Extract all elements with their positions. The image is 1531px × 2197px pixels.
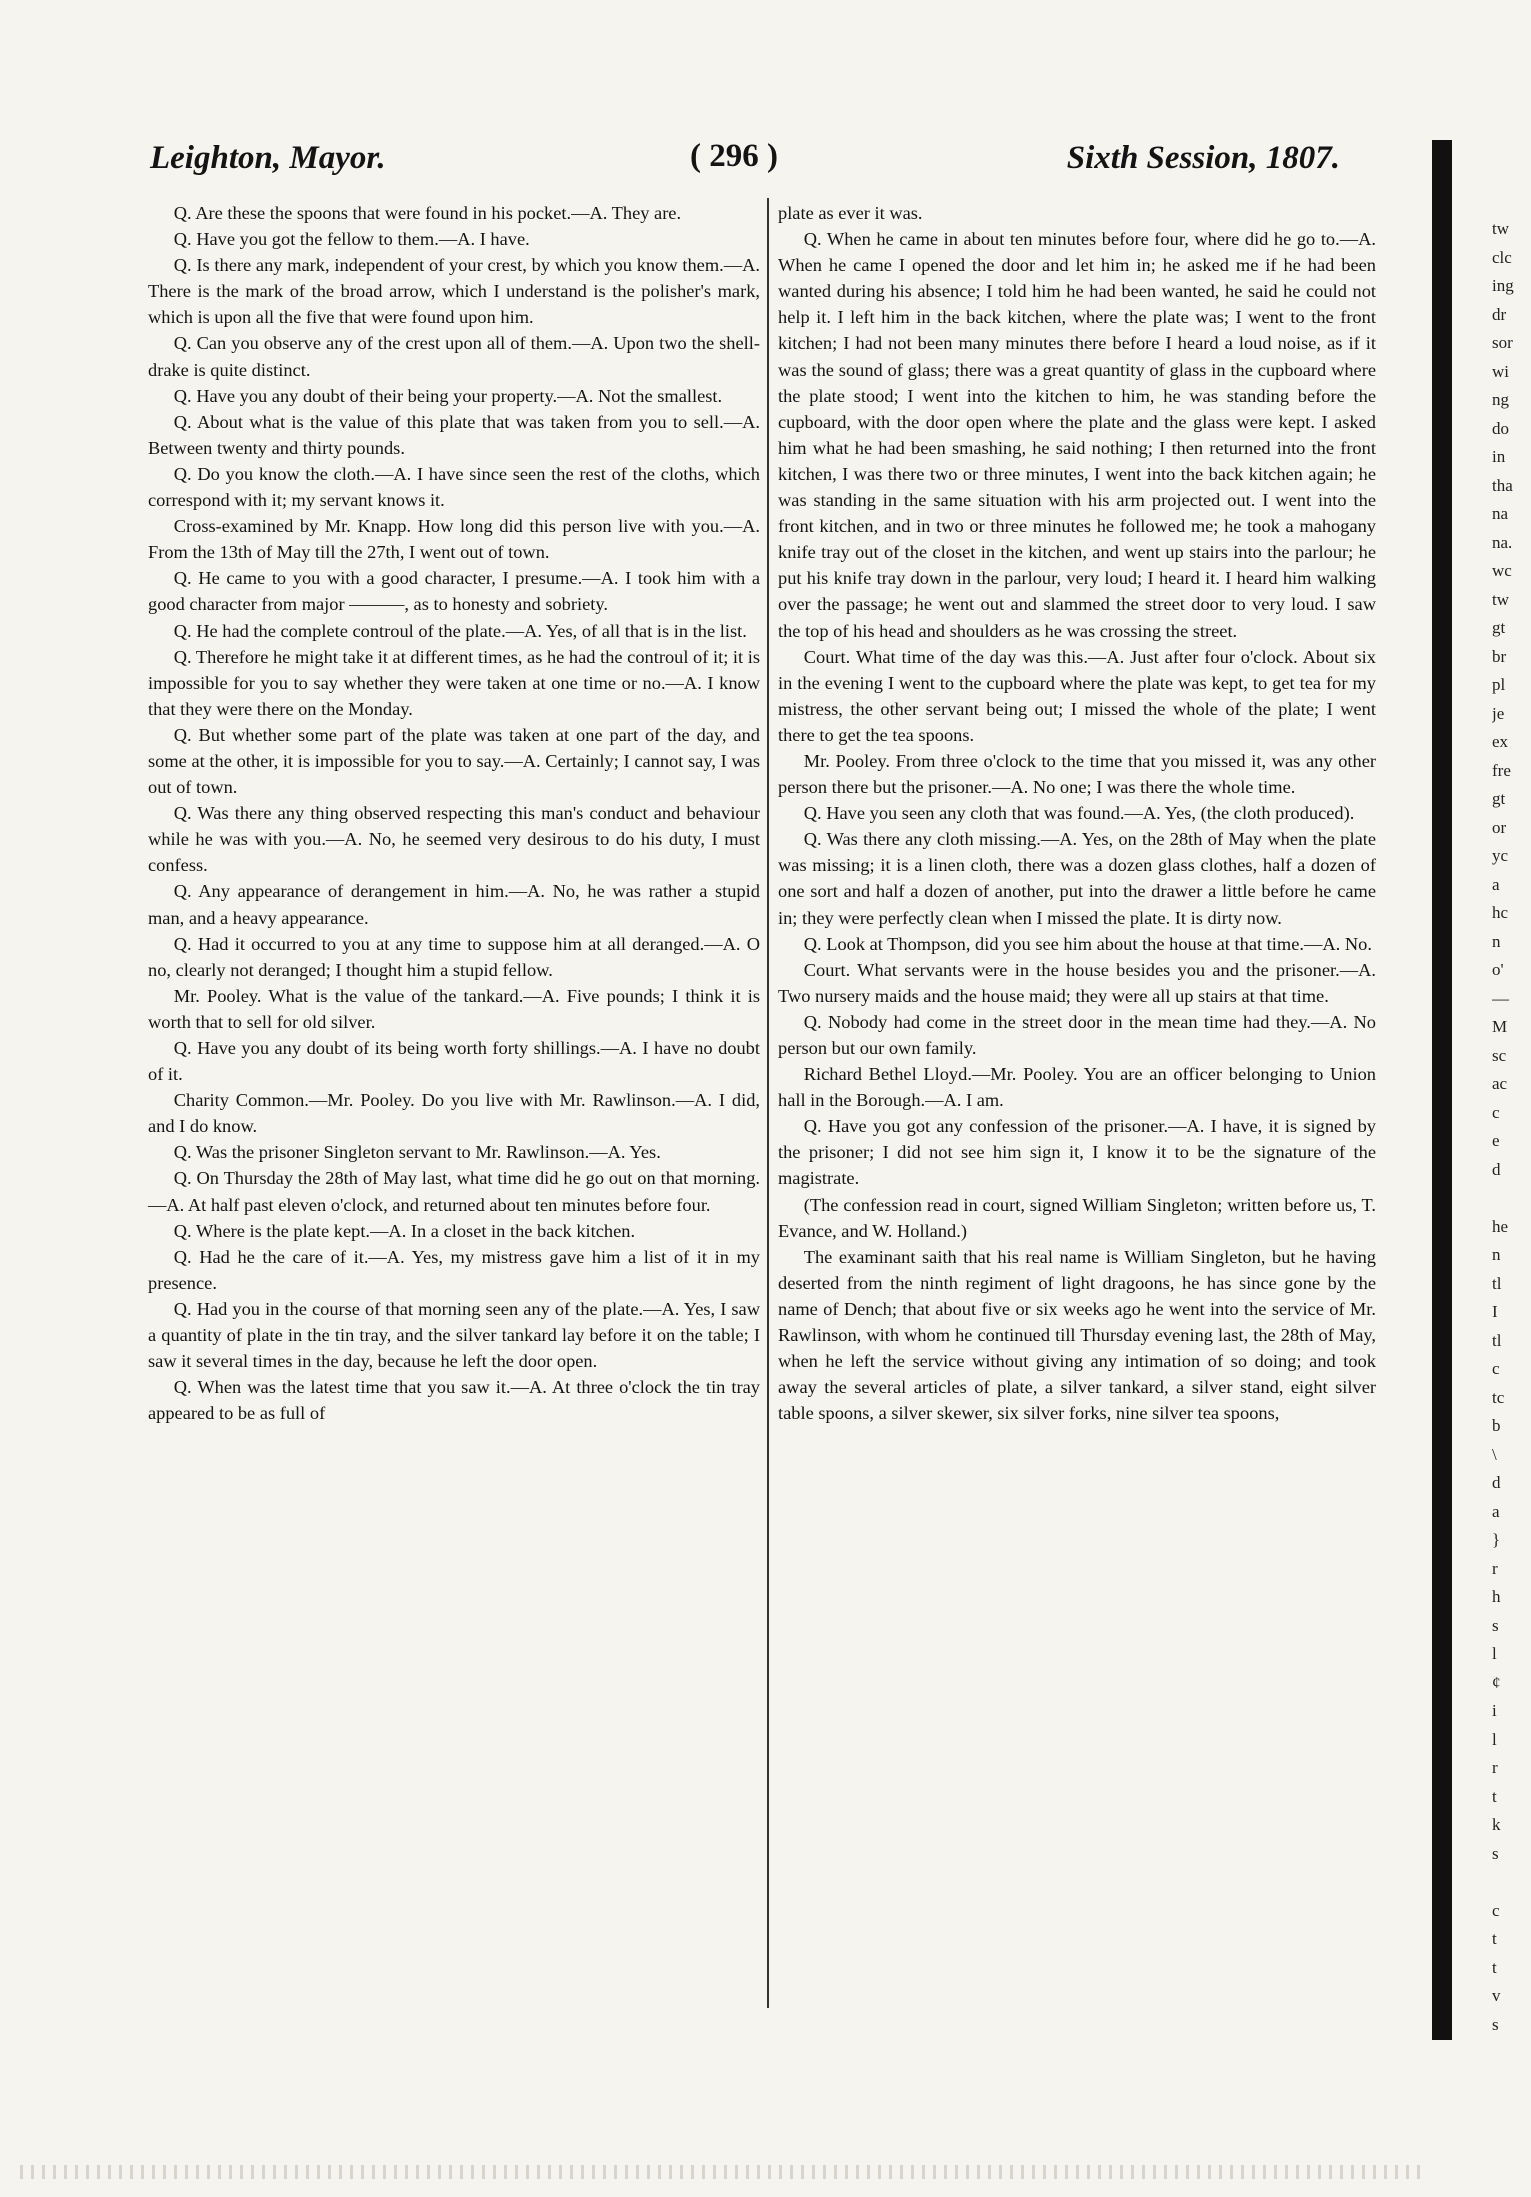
fragment-text: c: [1492, 1359, 1500, 1378]
fragment-text: a: [1492, 1501, 1500, 1521]
paragraph: The examinant saith that his real name is William Singleton, but he having deserted from the ninth regiment of light dragoons, he has since gone by the name of Dench; that about five or six weeks ago he went into the service of Mr. Rawlinson, with whom he continued till Thursday evening last, the 28th of May, when he left the service without giving any intimation of so doing; and took away the several articles of plate, a silver tankard, a silver stand, eight silver table spoons, a silver skewer, six silver forks, nine silver tea spoons,: [778, 1246, 1376, 1424]
fragment-text: hc: [1492, 903, 1509, 922]
paragraph: plate as ever it was.: [778, 203, 923, 223]
fragment-text: t: [1492, 1957, 1497, 1977]
fragment-text: tl: [1492, 1330, 1502, 1350]
adjacent-page-fragment: [1492, 215, 1530, 2039]
fragment-text: je: [1492, 703, 1505, 723]
fragment-text: d: [1492, 1159, 1501, 1179]
fragment-text: v: [1492, 1986, 1501, 2005]
fragment-text: ing: [1492, 276, 1514, 295]
paragraph: Q. Have you got the fellow to them.—A. I have.: [173, 229, 530, 250]
paragraph: Q. Have you any doubt of their being your property.—A. Not the smallest.: [173, 385, 723, 406]
fragment-text: or: [1492, 817, 1507, 837]
fragment-text: a: [1492, 874, 1500, 894]
fragment-text: tl: [1492, 1273, 1502, 1293]
fragment-text: s: [1492, 2014, 1499, 2034]
paragraph: Mr. Pooley. What is the value of the tankard.—A. Five pounds; I think it is worth that to sell for old silver.: [148, 985, 760, 1032]
paragraph: Q. Was there any cloth missing.—A. Yes, on the 28th of May when the plate was missing; it is a linen cloth, there was a dozen glass clothes, half a dozen of one sort and half a dozen of another, put into the drawer a little before he came in; they were perfectly clean when I missed the plate. It is dirty now.: [778, 829, 1376, 928]
paragraph: Richard Bethel Lloyd.—Mr. Pooley. You are an officer belonging to Union hall in the Borough.—A. I am.: [778, 1064, 1376, 1111]
paragraph: Q. Look at Thompson, did you see him about the house at that time.—A. No.: [803, 933, 1372, 954]
fragment-text: pl: [1492, 675, 1506, 694]
header-left: Leighton, Mayor.: [150, 140, 386, 176]
fragment-text: sor: [1492, 333, 1513, 352]
fragment-text: }: [1492, 1530, 1501, 1549]
paragraph: Q. Have you any doubt of its being worth forty shillings.—A. I have no doubt of it.: [148, 1038, 760, 1085]
fragment-text: wi: [1492, 361, 1509, 381]
paragraph: Q. Have you got any confession of the prisoner.—A. I have, it is signed by the prisoner; I did not see him sign it, I know it to be the signature of the magistrate.: [778, 1116, 1376, 1189]
fragment-text: [1492, 1868, 1530, 1897]
paragraph: Q. Any appearance of derangement in him.—A. No, he was rather a stupid man, and a heavy appearance.: [148, 881, 760, 928]
paragraph: Court. What servants were in the house besides you and the prisoner.—A. Two nursery maids and the house maid; they were all up stairs at that time.: [778, 959, 1376, 1006]
page-number: ( 296 ): [690, 138, 778, 174]
paragraph: Q. On Thursday the 28th of May last, what time did he go out on that morning.—A. At half past eleven o'clock, and returned about ten minutes before four.: [148, 1168, 760, 1215]
fragment-text: n: [1492, 931, 1501, 951]
fragment-text: wc: [1492, 561, 1512, 580]
fragment-text: l: [1492, 1729, 1497, 1749]
paragraph: Q. When was the latest time that you saw it.—A. At three o'clock the tin tray appeared to be as full of: [148, 1377, 760, 1424]
paragraph: Q. Do you know the cloth.—A. I have since seen the rest of the cloths, which correspond with it; my servant knows it.: [148, 463, 760, 511]
fragment-text: t: [1492, 1929, 1497, 1948]
paragraph: Q. Is there any mark, independent of your crest, by which you know them.—A. There is the mark of the broad arrow, which I understand is the polisher's mark, which is upon all the five that were found upon him.: [148, 255, 760, 328]
fragment-text: do: [1492, 418, 1509, 438]
fragment-text: ac: [1492, 1074, 1508, 1093]
fragment-text: tc: [1492, 1387, 1505, 1407]
fragment-text: sc: [1492, 1045, 1507, 1065]
fragment-text: in: [1492, 447, 1506, 466]
fragment-text: tw: [1492, 219, 1509, 238]
fragment-text: t: [1492, 1786, 1497, 1806]
fragment-text: dr: [1492, 304, 1507, 324]
paragraph: Q. Had he the care of it.—A. Yes, my mistress gave him a list of it in my presence.: [148, 1246, 760, 1293]
page-header: [150, 140, 1340, 190]
scan-noise: [20, 2165, 1420, 2179]
fragment-text: o': [1492, 960, 1504, 979]
paragraph: Q. Nobody had come in the street door in the mean time had they.—A. No person but our own family.: [778, 1011, 1376, 1058]
fragment-text: h: [1492, 1587, 1501, 1606]
right-column: [778, 200, 1376, 1426]
paragraph: Q. When he came in about ten minutes before four, where did he go to.—A. When he came I opened the door and let him in; he asked me if he had been wanted during his absence; I told him he had been wanted, he said he could not help it. I left him in the back kitchen, where the plate was; I went to the front kitchen; I had not been many minutes there before I heard a loud noise, as if it was the sound of glass; there was a great quantity of glass in the cupboard where the plate stood; I went into the kitchen to him, he was standing before the cupboard, with the door open where the plate and the glass were kept. I asked him what he had been smashing, he said nothing; I then returned into the front kitchen, I was there two or three minutes, I went into the back kitchen again; he was standing in the same situation with his arm projected out. I went into the front kitchen, and in two or three minutes he followed me; he took a mahogany knife tray out of the closet in the kitchen, and went up stairs into the parlour; he put his knife tray down in the parlour, very loud; I heard it. I heard him walking over the passage; he went out and slammed the street door to very loud. I saw the top of his head and shoulders as he was crossing the street.: [778, 229, 1376, 641]
paragraph: (The confession read in court, signed William Singleton; written before us, T. Evance, and W. Holland.): [778, 1194, 1376, 1241]
fragment-text: s: [1492, 1843, 1499, 1863]
paragraph: Q. About what is the value of this plate that was taken from you to sell.—A. Between twenty and thirty pounds.: [148, 411, 760, 458]
paragraph: Q. Was the prisoner Singleton servant to Mr. Rawlinson.—A. Yes.: [173, 1142, 661, 1163]
fragment-text: k: [1492, 1815, 1501, 1834]
fragment-text: gt: [1492, 618, 1506, 637]
fragment-text: s: [1492, 1615, 1499, 1635]
fragment-text: n: [1492, 1245, 1501, 1264]
fragment-text: d: [1492, 1473, 1501, 1492]
fragment-text: fre: [1492, 760, 1511, 780]
fragment-text: c: [1492, 1102, 1500, 1122]
paragraph: Q. But whether some part of the plate was taken at one part of the day, and some at the other, it is impossible for you to say.—A. Certainly; I cannot say, I was out of town.: [148, 724, 760, 798]
paragraph: Q. Therefore he might take it at different times, as he had the controul of it; it is impossible for you to say whether they were taken at one time or no.—A. I know that they were there on the Monday.: [148, 646, 760, 719]
paragraph: Q. He had the complete controul of the plate.—A. Yes, of all that is in the list.: [173, 620, 747, 641]
fragment-text: \: [1492, 1444, 1497, 1464]
fragment-text: ex: [1492, 732, 1509, 751]
paragraph: Cross-examined by Mr. Knapp. How long did this person live with you.—A. From the 13th of May till the 27th, I went out of town.: [148, 516, 760, 563]
fragment-text: M: [1492, 1017, 1508, 1036]
header-right: Sixth Session, 1807.: [1066, 140, 1340, 176]
fragment-text: yc: [1492, 846, 1509, 865]
fragment-text: l: [1492, 1644, 1497, 1663]
paragraph: Mr. Pooley. From three o'clock to the time that you missed it, was any other person there but the prisoner.—A. No one; I was there the whole time.: [778, 750, 1376, 798]
fragment-text: r: [1492, 1558, 1498, 1578]
fragment-text: i: [1492, 1701, 1497, 1720]
paragraph: Court. What time of the day was this.—A. Just after four o'clock. About six in the evening I went to the cupboard where the plate was kept, to get tea for my mistress, the other servant being out; I missed the whole of the plate; I went there to get the tea spoons.: [778, 646, 1376, 745]
column-divider: [767, 198, 769, 2008]
paragraph: Q. Where is the plate kept.—A. In a closet in the back kitchen.: [173, 1220, 636, 1241]
fragment-text: he: [1492, 1216, 1509, 1236]
fragment-text: [1492, 1184, 1530, 1213]
fragment-text: e: [1492, 1131, 1500, 1150]
fragment-text: na.: [1492, 532, 1513, 552]
paragraph: Q. He came to you with a good character, I presume.—A. I took him with a good character from major ———, as to honesty and sobriety.: [148, 568, 760, 615]
fragment-text: I: [1492, 1302, 1498, 1321]
fragment-text: tw: [1492, 589, 1509, 609]
fragment-text: br: [1492, 646, 1507, 666]
left-column: [148, 200, 760, 1426]
paragraph: Q. Are these the spoons that were found in his pocket.—A. They are.: [173, 203, 682, 223]
paragraph: Q. Had you in the course of that morning seen any of the plate.—A. Yes, I saw a quantity of plate in the tin tray, and the silver tankard lay before it on the table; I saw it several times in the day, because he left the door open.: [148, 1298, 760, 1372]
paragraph: Q. Have you seen any cloth that was found.—A. Yes, (the cloth produced).: [803, 803, 1355, 824]
paragraph: Q. Was there any thing observed respecting this man's conduct and behaviour while he was with you.—A. No, he seemed very desirous to do his duty, I must confess.: [148, 803, 760, 876]
paragraph: Charity Common.—Mr. Pooley. Do you live with Mr. Rawlinson.—A. I did, and I do know.: [148, 1090, 760, 1137]
fragment-text: c: [1492, 1900, 1500, 1920]
fragment-text: ng: [1492, 390, 1509, 409]
binding-edge: [1432, 140, 1452, 2040]
fragment-text: b: [1492, 1416, 1501, 1435]
fragment-text: na: [1492, 504, 1509, 523]
fragment-text: tha: [1492, 475, 1513, 495]
paragraph: Q. Can you observe any of the crest upon all of them.—A. Upon two the shell-drake is quite distinct.: [148, 333, 760, 380]
fragment-text: clc: [1492, 247, 1512, 267]
paragraph: Q. Had it occurred to you at any time to suppose him at all deranged.—A. O no, clearly not deranged; I thought him a stupid fellow.: [148, 933, 760, 980]
fragment-text: —: [1492, 988, 1509, 1008]
fragment-text: gt: [1492, 789, 1506, 808]
fragment-text: ¢: [1492, 1672, 1501, 1692]
fragment-text: r: [1492, 1758, 1498, 1777]
